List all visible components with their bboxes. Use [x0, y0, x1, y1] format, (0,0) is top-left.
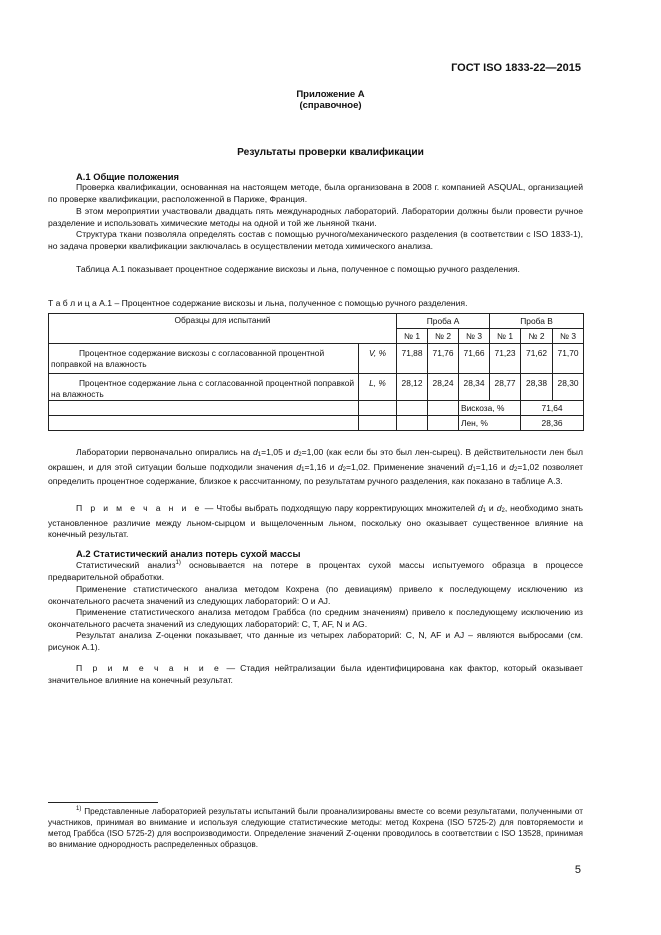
page-number: 5: [574, 864, 581, 876]
empty-cell: [397, 401, 428, 416]
row-viscose-label: Процентное содержание вискозы с согласованной процентной поправкой на влажность: [49, 344, 359, 374]
cell: 71,23: [490, 344, 521, 374]
header-a-n3: № 3: [459, 329, 490, 344]
header-sample-a: Проба А: [397, 314, 490, 329]
cell: 71,66: [459, 344, 490, 374]
cell: 71,62: [521, 344, 553, 374]
table-caption: Т а б л и ц а А.1 – Процентное содержание вискозы и льна, полученное с помощью ручного разделения.: [48, 298, 468, 308]
section-a2-paragraph-3: Применение статистического анализа методом Граббса (по средним значениям) привело к последующему исключению из окончательного расчета значений из следующих лабораторий: С, Т, AF, N и AG.: [48, 607, 583, 629]
row-flax-symbol: L, %: [359, 374, 397, 401]
flax-avg-label: Лен, %: [459, 416, 521, 431]
footnote: $^{1)}$ Представленные лабораторией результаты испытаний были проанализированы вместе со всеми результатами, полученными от участников, принимая во внимание и используя следующие статистические методы: метод Кохрена (ISO 5725-2) для повторяемости и метод Граббса (ISO 5725-2) для воспроизводимости. Определение значений Z-оценки проводилось в соответствии с ISO 13528, принимая во внимание однородность распределенных образцов.: [48, 806, 583, 849]
section-a2-paragraph-1: Статистический анализ$^{1)}$ основывается на потере в процентах сухой массы испытуемого образца в процессе предварительной обработки.: [48, 560, 583, 582]
note-1: П р и м е ч а н и е — Чтобы выбрать подходящую пару корректирующих множителей $d_1$ и $d_2$, необходимо знать установленное различие между льном-сырцом и выщелоченным льном, поскольку оно оказывает существенное влияние на конечный результат.: [48, 503, 583, 540]
empty-cell: [428, 416, 459, 431]
header-b-n2: № 2: [521, 329, 553, 344]
document-code: ГОСТ ISO 1833-22—2015: [451, 62, 581, 74]
row-flax-label: Процентное содержание льна с согласованной процентной поправкой на влажность: [49, 374, 359, 401]
section-a2-heading: А.2 Статистический анализ потерь сухой массы: [76, 548, 301, 559]
cell: 71,76: [428, 344, 459, 374]
table-row: [49, 344, 584, 374]
row-viscose-symbol: V, %: [359, 344, 397, 374]
section-a1-paragraph-1: Проверка квалификации, основанная на настоящем методе, была организована в 2008 г. компанией ASQUAL, организацией по проверке квалификации, расположенной в Париже, Франция.: [48, 182, 583, 204]
empty-cell: [359, 416, 397, 431]
header-sample-b: Проба В: [490, 314, 584, 329]
note-2: П р и м е ч а н и е — Стадия нейтрализации была идентифицирована как фактор, который оказывает значительное влияние на конечный результат.: [48, 663, 583, 685]
cell: 71,70: [553, 344, 584, 374]
cell: 28,24: [428, 374, 459, 401]
viscose-avg-label: Вискоза, %: [459, 401, 521, 416]
section-a1-paragraph-4: Таблица А.1 показывает процентное содержание вискозы и льна, полученное с помощью ручного разделения.: [76, 264, 520, 274]
viscose-avg-value: 71,64: [521, 401, 584, 416]
flax-avg-value: 28,36: [521, 416, 584, 431]
section-a2-paragraph-2: Применение статистического анализа методом Кохрена (по девиациям) привело к последующему исключению из окончательного расчета значений из следующих лабораторий: О и AJ.: [48, 584, 583, 606]
cell: 28,34: [459, 374, 490, 401]
footnote-ref: 1): [175, 560, 181, 566]
header-a-n2: № 2: [428, 329, 459, 344]
table-header-row: [49, 314, 584, 329]
header-b-n1: № 1: [490, 329, 521, 344]
section-a1-paragraph-2: В этом мероприятии участвовали двадцать пять международных лабораторий. Лаборатории должны были провести ручное разделение и использовать химические методы на одной и той же льняной ткани.: [48, 206, 583, 228]
table-row: [49, 374, 584, 401]
results-table: [48, 313, 584, 431]
header-samples: Образцы для испытаний: [49, 314, 397, 344]
header-a-n1: № 1: [397, 329, 428, 344]
cell: 28,12: [397, 374, 428, 401]
empty-cell: [359, 401, 397, 416]
empty-cell: [49, 401, 359, 416]
empty-cell: [49, 416, 359, 431]
appendix-subtitle: (справочное): [299, 100, 362, 111]
cell: 28,30: [553, 374, 584, 401]
appendix-title: Приложение А: [296, 89, 365, 100]
footnote-divider: [48, 802, 158, 803]
cell: 71,88: [397, 344, 428, 374]
section-a1-heading: А.1 Общие положения: [76, 171, 179, 182]
cell: 28,38: [521, 374, 553, 401]
empty-cell: [397, 416, 428, 431]
header-b-n3: № 3: [553, 329, 584, 344]
appendix-heading: Результаты проверки квалификации: [237, 147, 424, 158]
table-row: [49, 401, 584, 416]
cell: 28,77: [490, 374, 521, 401]
empty-cell: [428, 401, 459, 416]
section-a2-paragraph-4: Результат анализа Z-оценки показывает, что данные из четырех лабораторий: С, N, AF и AJ – являются выбросами (см. рисунок А.1).: [48, 630, 583, 652]
paragraph-correction-factors: Лаборатории первоначально опирались на $d_1=1,05$ и $d_2=1,00$ (как если бы это был лен-сырец). В действительности лен был окрашен, и для этой ситуации больше подходили значения $d_1=1,16$ и $d_2=1,02$. Применение значений $d_1=1,16$ и $d_2=1,02$ позволяет определить процентное содержание, близкое к рассчитанному, по результатам ручного разделения, как показано в таблице А.3.: [48, 447, 584, 487]
table-row: [49, 416, 584, 431]
section-a1-paragraph-3: Структура ткани позволяла определять состав с помощью ручного/механического разделения (в соответствии с ISO 1833-1), но задача проверки квалификации заключалась в осуществлении метода химического анализа.: [48, 229, 583, 251]
